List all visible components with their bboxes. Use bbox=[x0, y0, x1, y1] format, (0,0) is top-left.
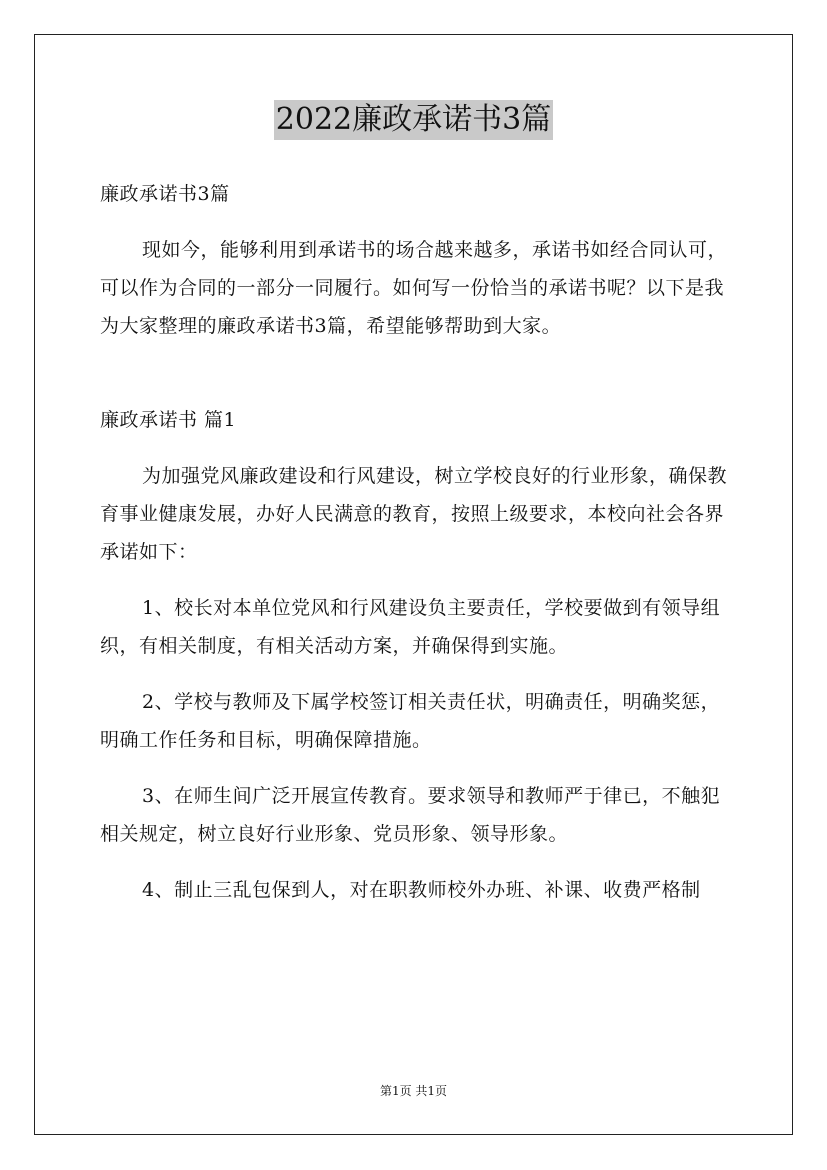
intro-paragraph: 现如今，能够利用到承诺书的场合越来越多，承诺书如经合同认可，可以作为合同的一部分一同履行。如何写一份恰当的承诺书呢？以下是我为大家整理的廉政承诺书3篇，希望能够帮助到大家。 bbox=[100, 239, 728, 337]
body-paragraph: 4、制止三乱包保到人，对在职教师校外办班、补课、收费严格制 bbox=[142, 879, 701, 901]
page-number: 第1页 共1页 bbox=[379, 1084, 448, 1098]
document-title: 2022廉政承诺书3篇 bbox=[274, 100, 553, 140]
spacer bbox=[100, 759, 728, 777]
document-body bbox=[100, 175, 728, 909]
body-paragraph: 为加强党风廉政建设和行风建设，树立学校良好的行业形象，确保教育事业健康发展，办好人民满意的教育，按照上级要求，本校向社会各界承诺如下： bbox=[100, 465, 728, 563]
spacer bbox=[100, 853, 728, 871]
spacer bbox=[100, 571, 728, 589]
document-subtitle: 廉政承诺书3篇 bbox=[100, 183, 230, 205]
title-container bbox=[0, 100, 827, 140]
section-heading: 廉政承诺书 篇1 bbox=[100, 409, 237, 431]
spacer bbox=[100, 213, 728, 231]
body-paragraph: 1、校长对本单位党风和行风建设负主要责任，学校要做到有领导组织，有相关制度，有相关活动方案，并确保得到实施。 bbox=[100, 597, 721, 657]
spacer bbox=[100, 665, 728, 683]
spacer bbox=[100, 439, 728, 457]
page-footer bbox=[0, 1083, 827, 1099]
body-paragraph: 3、在师生间广泛开展宣传教育。要求领导和教师严于律已，不触犯相关规定，树立良好行业形象、党员形象、领导形象。 bbox=[100, 785, 721, 845]
body-paragraph: 2、学校与教师及下属学校签订相关责任状，明确责任，明确奖惩，明确工作任务和目标，明确保障措施。 bbox=[100, 691, 721, 751]
spacer bbox=[100, 345, 728, 401]
